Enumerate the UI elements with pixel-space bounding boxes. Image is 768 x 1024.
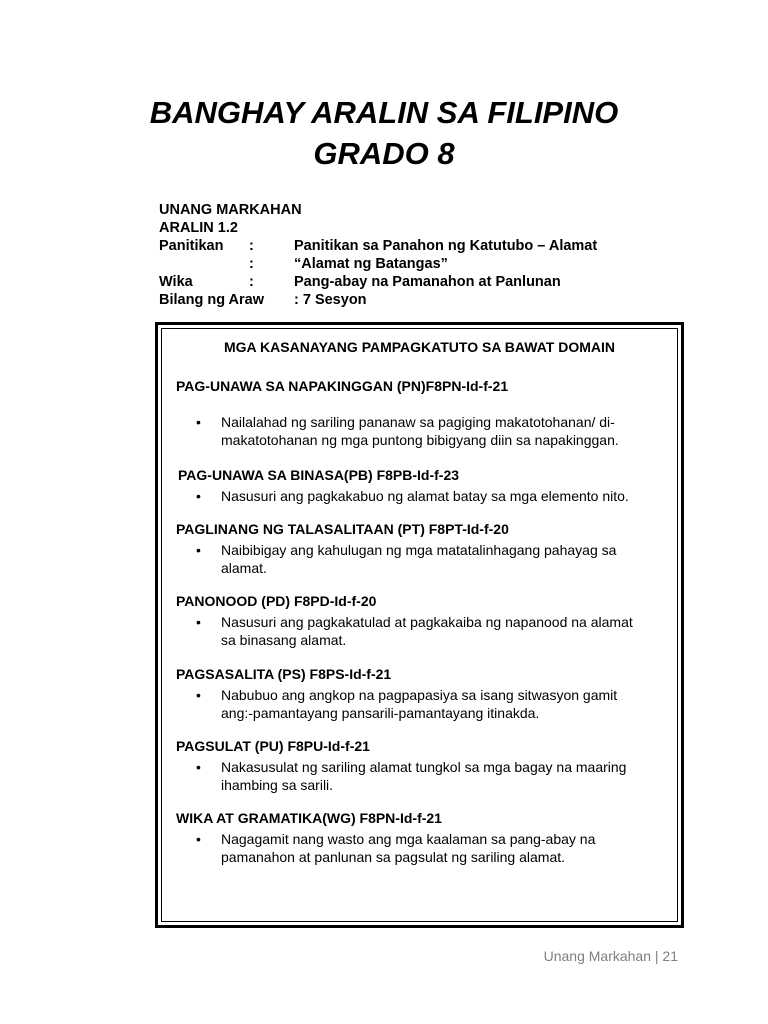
domain-item: [196, 686, 666, 722]
bullet-icon: •: [196, 831, 201, 847]
domain-item: [196, 487, 666, 505]
quarter-label: UNANG MARKAHAN: [159, 202, 302, 218]
info-row-lesson: [159, 219, 679, 237]
domain-item: [196, 613, 666, 649]
document-title: [0, 92, 768, 174]
panitikan-value: Panitikan sa Panahon ng Katutubo – Alamat: [294, 238, 598, 254]
domain-heading: PANONOOD (PD) F8PD-Id-f-20: [176, 593, 377, 609]
item-line-1: Nagagamit nang wasto ang mga kaalaman sa pang-abay na: [221, 831, 596, 847]
wika-value: Pang-abay na Pamanahon at Panlunan: [294, 274, 561, 290]
info-row-wika: [159, 273, 679, 291]
competencies-box: [155, 322, 684, 928]
wika-label: Wika: [159, 274, 193, 290]
domain-heading: PAG-UNAWA SA NAPAKINGGAN (PN)F8PN-Id-f-21: [176, 378, 509, 394]
domain-heading: PAG-UNAWA SA BINASA(PB) F8PB-Id-f-23: [178, 467, 460, 483]
info-row-bilang: [159, 291, 679, 309]
domain-heading: PAGSULAT (PU) F8PU-Id-f-21: [176, 738, 370, 754]
item-line-1: Nakasusulat ng sariling alamat tungkol sa mga bagay na maaring: [221, 759, 627, 775]
info-row-panitikan: [159, 237, 679, 255]
item-line-1: Nailalahad ng sariling pananaw sa pagiging makatotohanan/ di-: [221, 414, 615, 430]
panitikan-colon: :: [249, 238, 254, 254]
bullet-icon: •: [196, 542, 201, 558]
box-title: MGA KASANAYANG PAMPAGKATUTO SA BAWAT DOMAIN: [224, 339, 615, 355]
item-line-2: alamat.: [221, 560, 267, 576]
panitikan-colon-2: :: [249, 256, 254, 272]
domain-item: [196, 830, 666, 866]
title-line-2: GRADO 8: [313, 136, 455, 171]
item-line-1: Nasusuri ang pagkakatulad at pagkakaiba ng napanood na alamat: [221, 614, 633, 630]
bullet-icon: •: [196, 488, 201, 504]
bullet-icon: •: [196, 414, 201, 430]
panitikan-value-2: “Alamat ng Batangas”: [294, 256, 448, 272]
title-line-1: BANGHAY ARALIN SA FILIPINO: [149, 95, 619, 130]
item-line-2: ihambing sa sarili.: [221, 777, 334, 793]
domain-item: [196, 541, 666, 577]
item-line-2: ang:-pamantayang pansarili-pamantayang itinakda.: [221, 705, 540, 721]
info-row-quarter: [159, 201, 679, 219]
domain-item: [196, 758, 666, 794]
wika-colon: :: [249, 274, 254, 290]
info-row-panitikan-2: [159, 255, 679, 273]
panitikan-label: Panitikan: [159, 238, 224, 254]
item-line-1: Nabubuo ang angkop na pagpapasiya sa isang sitwasyon gamit: [221, 687, 618, 703]
item-line-1: Naibibigay ang kahulugan ng mga matatalinhagang pahayag sa: [221, 542, 617, 558]
bullet-icon: •: [196, 687, 201, 703]
competencies-box-inner: [161, 328, 678, 922]
domain-heading: PAGLINANG NG TALASALITAAN (PT) F8PT-Id-f-20: [176, 521, 509, 537]
domain-heading: WIKA AT GRAMATIKA(WG) F8PN-Id-f-21: [176, 810, 442, 826]
domain-heading: PAGSASALITA (PS) F8PS-Id-f-21: [176, 666, 392, 682]
page-footer: Unang Markahan | 21: [543, 948, 678, 964]
item-line-2: pamanahon at panlunan sa pagsulat ng sariling alamat.: [221, 849, 566, 865]
item-line-2: makatotohanan ng mga puntong bibigyang diin sa napakinggan.: [221, 432, 619, 448]
item-line-1: Nasusuri ang pagkakabuo ng alamat batay sa mga elemento nito.: [221, 488, 629, 504]
item-line-2: sa binasang alamat.: [221, 632, 347, 648]
bilang-value: : 7 Sesyon: [294, 292, 367, 308]
lesson-label: ARALIN 1.2: [159, 220, 238, 236]
bullet-icon: •: [196, 759, 201, 775]
domain-item: [196, 413, 666, 449]
bilang-label: Bilang ng Araw: [159, 292, 264, 308]
bullet-icon: •: [196, 614, 201, 630]
lesson-info: [159, 201, 679, 309]
